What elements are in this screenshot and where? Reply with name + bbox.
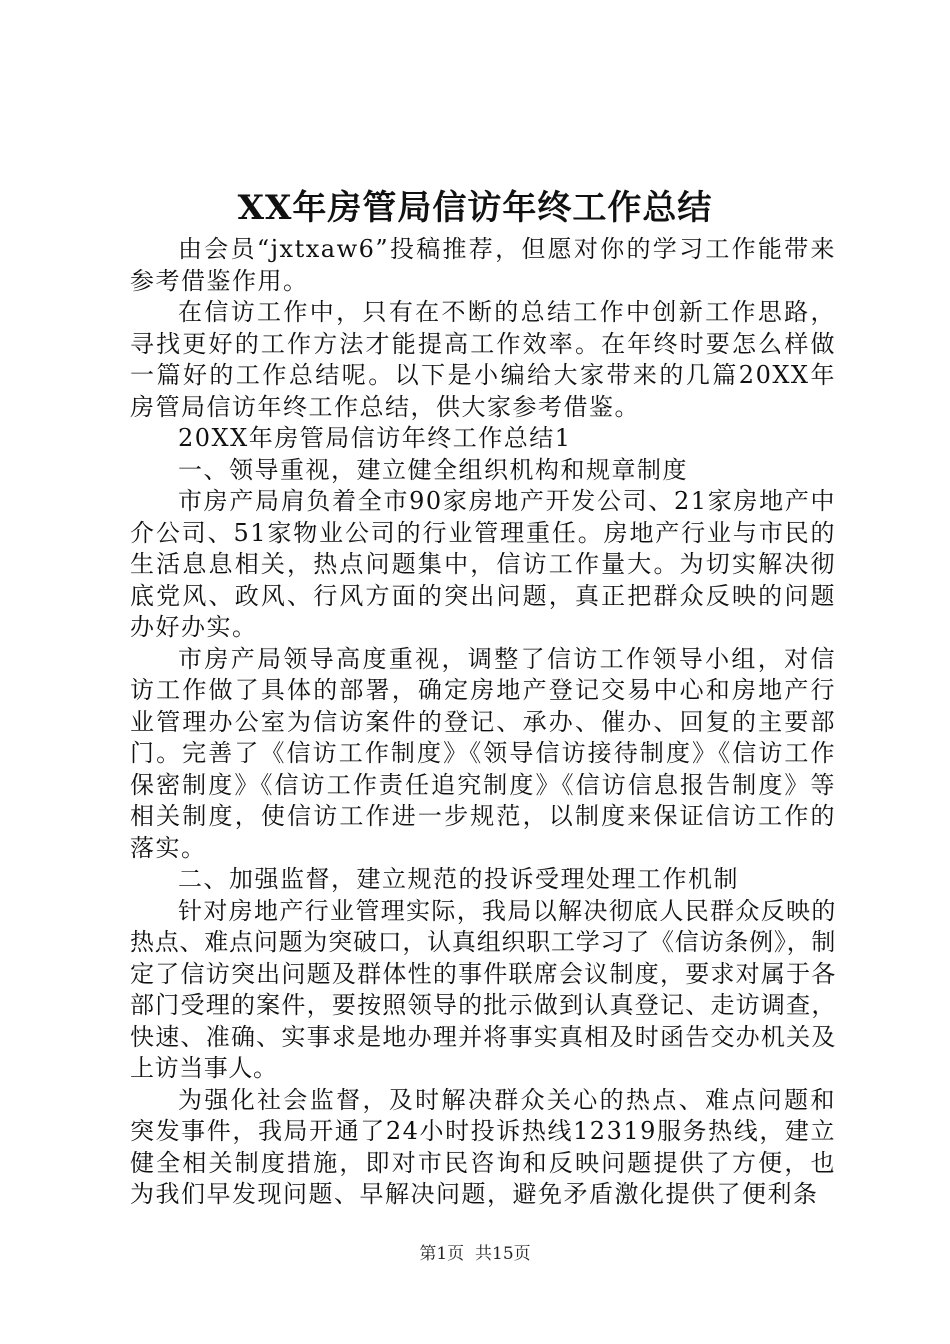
document-body [130,234,836,1211]
paragraph-body: 针对房地产行业管理实际，我局以解决彻底人民群众反映的热点、难点问题为突破口，认真组织职工学习了《信访条例》，制定了信访突出问题及群体性的事件联席会议制度，要求对属于各部门受理的案件，要按照领导的批示做到认真登记、走访调查，快速、准确、实事求是地办理并将事实真相及时函告交办机关及上访当事人。 [130,896,836,1082]
page-footer [0,1242,950,1266]
page-total: 共15页 [475,1244,531,1264]
paragraph-body: 市房产局肩负着全市90家房地产开发公司、21家房地产中介公司、51家物业公司的行业管理重任。房地产行业与市民的生活息息相关，热点问题集中，信访工作量大。为切实解决彻底党风、政风、行风方面的突出问题，真正把群众反映的问题办好办实。 [130,487,836,641]
section-heading-one: 一、领导重视，建立健全组织机构和规章制度 [178,455,688,484]
document-title: XX年房管局信访年终工作总结 [237,188,713,228]
paragraph-body: 为强化社会监督，及时解决群众关心的热点、难点问题和突发事件，我局开通了24小时投诉热线12319服务热线，建立健全相关制度措施，即对市民咨询和反映问题提供了方便，也为我们早发现问题、早解决问题，避免矛盾激化提供了便利条 [130,1085,836,1208]
section-heading-two: 二、加强监督，建立规范的投诉受理处理工作机制 [178,865,739,893]
page-number: 第1页 [419,1244,465,1264]
section-heading-summary-1: 20XX年房管局信访年终工作总结1 [178,424,572,452]
paragraph-intro-note: 由会员“jxtxaw6”投稿推荐，但愿对你的学习工作能带来参考借鉴作用。 [130,235,836,295]
paragraph-body: 市房产局领导高度重视，调整了信访工作领导小组，对信访工作做了具体的部署，确定房地产登记交易中心和房地产行业管理办公室为信访案件的登记、承办、催办、回复的主要部门。完善了《信访工作制度》《领导信访接待制度》《信访工作保密制度》《信访工作责任追究制度》《信访信息报告制度》等相关制度，使信访工作进一步规范，以制度来保证信访工作的落实。 [130,644,836,862]
paragraph-preface: 在信访工作中，只有在不断的总结工作中创新工作思路，寻找更好的工作方法才能提高工作效率。在年终时要怎么样做一篇好的工作总结呢。以下是小编给大家带来的几篇20XX年房管局信访年终工作总结，供大家参考借鉴。 [130,298,836,421]
